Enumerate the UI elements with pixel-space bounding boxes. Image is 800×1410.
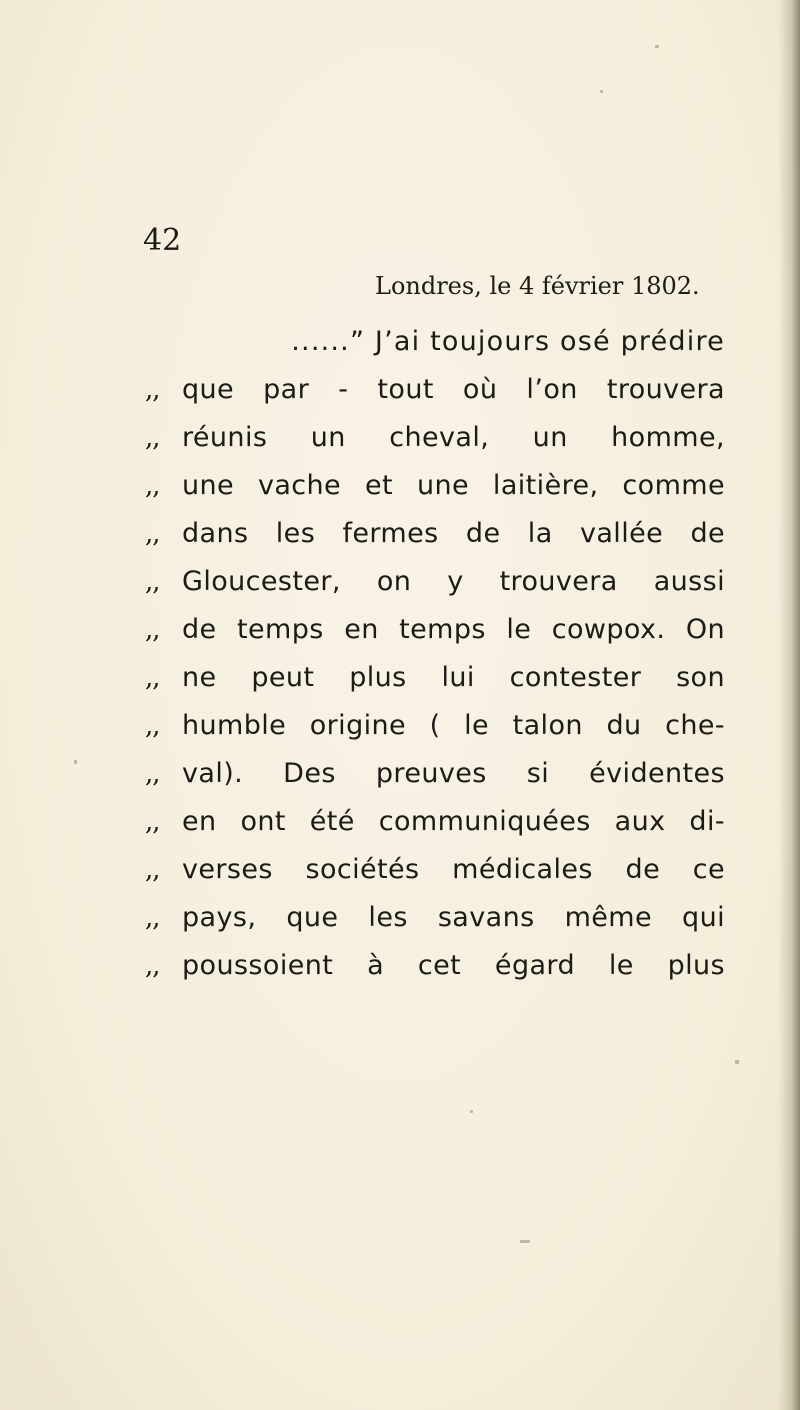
quote-mark: ,,	[145, 711, 160, 741]
text-line	[145, 414, 725, 462]
quote-mark: ,,	[145, 663, 160, 693]
quote-mark: ,,	[145, 855, 160, 885]
text-line	[145, 654, 725, 702]
line-text: de temps en temps le cowpox. On	[182, 614, 725, 645]
quote-mark: ,,	[145, 567, 160, 597]
paper-speck	[74, 760, 77, 764]
line-text: ......” J’ai toujours osé prédire	[291, 326, 725, 357]
quote-mark: ,,	[145, 807, 160, 837]
text-line	[145, 894, 725, 942]
paper-speck	[470, 1110, 473, 1113]
line-text: réunis un cheval, un homme,	[182, 422, 725, 453]
dateline: Londres, le 4 février 1802.	[375, 272, 700, 300]
line-text: en ont été communiquées aux di-	[182, 806, 725, 837]
text-line	[145, 558, 725, 606]
line-text: que par - tout où l’on trouvera	[182, 374, 725, 405]
text-line	[145, 606, 725, 654]
text-line	[145, 318, 725, 366]
quote-mark: ,,	[145, 519, 160, 549]
line-text: pays, que les savans même qui	[182, 902, 725, 933]
line-text: val). Des preuves si évidentes	[182, 758, 725, 789]
line-text: ne peut plus lui contester son	[182, 662, 725, 693]
paper-speck	[520, 1240, 530, 1243]
text-line	[145, 750, 725, 798]
quote-mark: ,,	[145, 471, 160, 501]
quote-mark: ,,	[145, 375, 160, 405]
line-text: humble origine ( le talon du che-	[182, 710, 725, 741]
line-text: Gloucester, on y trouvera aussi	[182, 566, 725, 597]
line-text: poussoient à cet égard le plus	[182, 950, 725, 981]
quote-mark: ,,	[145, 615, 160, 645]
text-line	[145, 462, 725, 510]
line-text: dans les fermes de la vallée de	[182, 518, 725, 549]
line-text: verses sociétés médicales de ce	[182, 854, 725, 885]
quote-mark: ,,	[145, 951, 160, 981]
paper-speck	[735, 1060, 739, 1064]
text-line	[145, 798, 725, 846]
quote-mark: ,,	[145, 903, 160, 933]
text-line	[145, 510, 725, 558]
text-line	[145, 366, 725, 414]
page-number: 42	[143, 223, 182, 258]
page-edge-shadow	[778, 0, 800, 1410]
quote-mark: ,,	[145, 759, 160, 789]
text-line	[145, 942, 725, 990]
body-text	[145, 318, 725, 990]
paper-speck	[655, 45, 659, 48]
quote-mark: ,,	[145, 423, 160, 453]
text-line	[145, 702, 725, 750]
text-line	[145, 846, 725, 894]
line-text: une vache et une laitière, comme	[182, 470, 725, 501]
paper-speck	[600, 90, 603, 93]
